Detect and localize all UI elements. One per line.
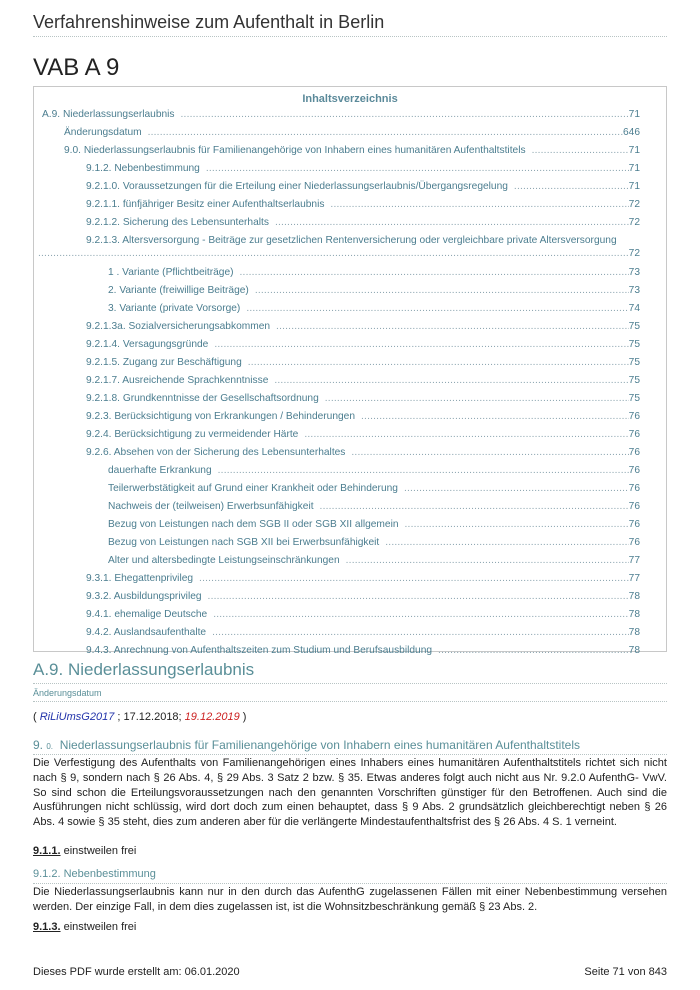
toc-entry[interactable] bbox=[86, 573, 640, 588]
toc-dot-leader bbox=[202, 591, 629, 602]
toc-entry-title: 9.2.3. Berücksichtigung von Erkrankungen / Behinderungen bbox=[86, 411, 356, 422]
toc-entry-page: 71 bbox=[628, 163, 640, 174]
toc-dot-leader bbox=[270, 321, 629, 332]
toc-dot-leader bbox=[508, 181, 629, 192]
toc-entry[interactable] bbox=[108, 483, 640, 498]
toc-entry-page: 78 bbox=[628, 627, 640, 638]
toc-entry-title: Alter und altersbedingte Leistungseinschränkungen bbox=[108, 555, 340, 566]
paragraph-divider bbox=[33, 754, 667, 755]
toc-entry[interactable] bbox=[86, 645, 640, 660]
section-divider bbox=[33, 701, 667, 702]
paragraph-heading-9-0: 9. 0. Niederlassungserlaubnis für Familienangehörige von Inhabern eines humanitären Aufenthaltstitels bbox=[33, 738, 581, 752]
toc-dot-leader bbox=[340, 555, 629, 566]
toc-entry-page: 73 bbox=[628, 285, 640, 296]
toc-entry-title: A.9. Niederlassungserlaubnis bbox=[42, 109, 175, 120]
toc-entry[interactable] bbox=[108, 555, 640, 570]
toc-entry-page: 73 bbox=[628, 267, 640, 278]
toc-dot-leader bbox=[240, 303, 628, 314]
toc-entry[interactable] bbox=[108, 267, 640, 282]
toc-entry-page: 76 bbox=[628, 411, 640, 422]
footer-created-date: Dieses PDF wurde erstellt am: 06.01.2020 bbox=[33, 966, 240, 978]
toc-entry-page: 76 bbox=[628, 429, 640, 440]
toc-entry[interactable] bbox=[108, 285, 640, 300]
toc-entry-page: 71 bbox=[628, 109, 640, 120]
toc-entry[interactable] bbox=[108, 303, 640, 318]
toc-entry-page: 77 bbox=[628, 555, 640, 566]
toc-entry-page: 72 bbox=[628, 248, 640, 259]
toc-dot-leader bbox=[234, 267, 629, 278]
toc-entry-page: 75 bbox=[628, 339, 640, 350]
footer-page-number: Seite 71 von 843 bbox=[584, 966, 667, 978]
toc-entry[interactable] bbox=[108, 519, 640, 534]
toc-entry-page: 75 bbox=[628, 357, 640, 368]
toc-entry[interactable] bbox=[86, 429, 640, 444]
toc-entry[interactable] bbox=[64, 127, 640, 142]
toc-entry-title: 9.4.2. Auslandsaufenthalte bbox=[86, 627, 207, 638]
toc-entry-title: 9.2.4. Berücksichtigung zu vermeidender Härte bbox=[86, 429, 299, 440]
toc-entry-page: 74 bbox=[628, 303, 640, 314]
toc-entry[interactable] bbox=[86, 393, 640, 408]
paragraph-body-9-0: Die Verfestigung des Aufenthalts von Familienangehörigen eines Inhabers eines humanitären Aufenthaltstitels richtet sich nicht nach § 9, sondern nach § 26 Abs. 4, § 29 Abs. 3 Satz 2 bzw. § 35. Etwas anderes folgt auch nicht aus Nr. 9.2.0 AufenthG- VwV. So sind schon die Erteilungsvoraussetzungen nach den genannten Vorschriften günstiger für den Betroffenen. Auch sind die Ausführungen nicht schlüssig, wird dort doch zum einen behauptet, dass § 9 Abs. 2 grundsätzlich gleichberechtigt neben § 26 Abs. 4 sowie § 35 steht, dies zum anderen aber für die verlängerte Mindestaufenthaltsfrist des § 26 Abs. 4 S. 1 verneint. bbox=[33, 757, 667, 829]
toc-entry-page: 76 bbox=[628, 537, 640, 548]
toc-entry-title: 9.2.1.1. fünfjähriger Besitz einer Aufenthaltserlaubnis bbox=[86, 199, 325, 210]
toc-entry-title: 9.1.2. Nebenbestimmung bbox=[86, 163, 200, 174]
toc-entry-page: 78 bbox=[628, 609, 640, 620]
toc-dot-leader bbox=[398, 483, 629, 494]
toc-dot-leader bbox=[200, 163, 629, 174]
toc-entry-title: 9.4.1. ehemalige Deutsche bbox=[86, 609, 208, 620]
toc-entry-title: Teilerwerbstätigkeit auf Grund einer Krankheit oder Behinderung bbox=[108, 483, 398, 494]
toc-entry-title: Nachweis der (teilweisen) Erwerbsunfähigkeit bbox=[108, 501, 314, 512]
change-link-rilium[interactable]: RiLiUmsG2017 bbox=[39, 711, 115, 723]
toc-entry-title: 9.2.1.7. Ausreichende Sprachkenntnisse bbox=[86, 375, 269, 386]
toc-entry-title: Bezug von Leistungen nach dem SGB II oder SGB XII allgemein bbox=[108, 519, 399, 530]
toc-heading: Inhaltsverzeichnis bbox=[302, 93, 398, 105]
toc-entry[interactable] bbox=[42, 109, 640, 124]
toc-dot-leader bbox=[242, 357, 629, 368]
toc-entry-page: 76 bbox=[628, 483, 640, 494]
toc-entry-title: 9.2.1.3. Altersversorgung - Beiträge zur gesetzlichen Rentenversicherung oder vergleichbare private Altersversorgung bbox=[86, 235, 617, 246]
toc-entry[interactable] bbox=[86, 447, 640, 462]
toc-entry[interactable] bbox=[86, 411, 640, 426]
toc-dot-leader bbox=[206, 627, 629, 638]
toc-dot-leader bbox=[526, 145, 629, 156]
toc-entry-title: 9.2.1.8. Grundkenntnisse der Gesellschaftsordnung bbox=[86, 393, 319, 404]
toc-entry[interactable] bbox=[86, 181, 640, 196]
toc-dot-leader bbox=[193, 573, 629, 584]
header-divider bbox=[33, 36, 667, 37]
toc-dot-leader bbox=[379, 537, 628, 548]
toc-entry-title: 9.2.1.2. Sicherung des Lebensunterhalts bbox=[86, 217, 269, 228]
toc-entry-page: 77 bbox=[628, 573, 640, 584]
toc-entry-title: Änderungsdatum bbox=[64, 127, 142, 138]
toc-entry-page: 75 bbox=[628, 375, 640, 386]
section-divider bbox=[33, 683, 667, 684]
toc-entry[interactable] bbox=[108, 465, 640, 480]
toc-entry-page: 75 bbox=[628, 321, 640, 332]
toc-entry-page: 76 bbox=[628, 447, 640, 458]
table-of-contents bbox=[33, 86, 667, 656]
page-header-title: Verfahrenshinweise zum Aufenthalt in Berlin bbox=[33, 12, 385, 32]
toc-entry-title: 2. Variante (freiwillige Beiträge) bbox=[108, 285, 249, 296]
toc-entry[interactable] bbox=[86, 609, 640, 624]
document-title: VAB A 9 bbox=[33, 54, 120, 81]
toc-entry-title: 9.2.1.5. Zugang zur Beschäftigung bbox=[86, 357, 242, 368]
toc-dot-leader bbox=[142, 127, 623, 138]
toc-dot-leader bbox=[345, 447, 628, 458]
toc-entry-page: 72 bbox=[628, 199, 640, 210]
toc-entry-title: dauerhafte Erkrankung bbox=[108, 465, 212, 476]
subsection-divider bbox=[33, 883, 667, 884]
toc-dot-leader bbox=[319, 393, 629, 404]
toc-entry-title: 9.2.1.0. Voraussetzungen für die Erteilung einer Niederlassungserlaubnis/Übergangsregelung bbox=[86, 181, 508, 192]
toc-entry[interactable] bbox=[86, 591, 640, 606]
toc-entry[interactable] bbox=[86, 217, 640, 232]
subsection-heading-9-1-2: 9.1.2. Nebenbestimmung bbox=[33, 868, 156, 880]
toc-dot-leader bbox=[212, 465, 629, 476]
toc-entry-title: 9.2.1.3a. Sozialversicherungsabkommen bbox=[86, 321, 271, 332]
toc-entry[interactable] bbox=[86, 321, 640, 336]
toc-dot-leader bbox=[207, 609, 628, 620]
toc-entry-title: 1 . Variante (Pflichtbeiträge) bbox=[108, 267, 234, 278]
toc-entry-title: 9.0. Niederlassungserlaubnis für Familienangehörige von Inhabern eines humanitären Aufenthaltstitels bbox=[64, 145, 526, 156]
toc-entry-title: Bezug von Leistungen nach SGB XII bei Erwerbsunfähigkeit bbox=[108, 537, 380, 548]
change-date-highlight: 19.12.2019 bbox=[184, 711, 240, 723]
toc-entry-page: 76 bbox=[628, 501, 640, 512]
toc-entry-page: 72 bbox=[628, 217, 640, 228]
toc-dot-leader bbox=[208, 339, 628, 350]
toc-dot-leader bbox=[298, 429, 628, 440]
toc-dot-leader bbox=[399, 519, 629, 530]
toc-dot-leader bbox=[38, 248, 629, 259]
toc-entry[interactable] bbox=[86, 339, 640, 354]
toc-entry[interactable] bbox=[108, 501, 640, 516]
toc-entry[interactable] bbox=[86, 235, 640, 267]
toc-entry-page: 646 bbox=[623, 127, 640, 138]
toc-entry-page: 78 bbox=[628, 645, 640, 656]
toc-entry-title: 9.4.3. Anrechnung von Aufenthaltszeiten zum Studium und Berufsausbildung bbox=[86, 645, 433, 656]
toc-entry[interactable] bbox=[86, 627, 640, 642]
toc-entry-title: 3. Variante (private Vorsorge) bbox=[108, 303, 241, 314]
toc-dot-leader bbox=[324, 199, 628, 210]
toc-dot-leader bbox=[432, 645, 629, 656]
toc-entry-title: 9.2.1.4. Versagungsgründe bbox=[86, 339, 209, 350]
toc-entry[interactable] bbox=[86, 199, 640, 214]
toc-entry[interactable] bbox=[86, 357, 640, 372]
section-title: A.9. Niederlassungserlaubnis bbox=[33, 660, 255, 679]
section-change-date-label: Änderungsdatum bbox=[33, 688, 102, 698]
toc-entry[interactable] bbox=[108, 537, 640, 552]
toc-entry-title: 9.3.2. Ausbildungsprivileg bbox=[86, 591, 202, 602]
toc-entry[interactable] bbox=[86, 375, 640, 390]
change-history: ( RiLiUmsG2017 ; 17.12.2018; 19.12.2019 ) bbox=[33, 711, 247, 723]
toc-dot-leader bbox=[249, 285, 629, 296]
toc-entry-page: 71 bbox=[628, 145, 640, 156]
toc-dot-leader bbox=[314, 501, 629, 512]
toc-entry-title: 9.3.1. Ehegattenprivileg bbox=[86, 573, 194, 584]
toc-entry[interactable] bbox=[86, 163, 640, 178]
toc-dot-leader bbox=[269, 217, 629, 228]
toc-entry-title: 9.2.6. Absehen von der Sicherung des Lebensunterhaltes bbox=[86, 447, 346, 458]
toc-dot-leader bbox=[355, 411, 629, 422]
toc-entry-page: 71 bbox=[628, 181, 640, 192]
toc-entry-page: 75 bbox=[628, 393, 640, 404]
toc-entry-page: 78 bbox=[628, 591, 640, 602]
toc-dot-leader bbox=[175, 109, 629, 120]
item-9-1-3: 9.1.3. einstweilen frei bbox=[33, 921, 137, 933]
toc-dot-leader bbox=[268, 375, 628, 386]
item-9-1-1: 9.1.1. einstweilen frei bbox=[33, 845, 137, 857]
toc-entry-page: 76 bbox=[628, 465, 640, 476]
subsection-body-9-1-2: Die Niederlassungserlaubnis kann nur in den durch das AufenthG zugelassenen Fällen mit einer Nebenbestimmung versehen werden. Der einzige Fall, in dem dies zugelassen ist, ist die Wohnsitzbeschränkung gemäß § 23 Abs. 2. bbox=[33, 886, 667, 913]
toc-entry-page: 76 bbox=[628, 519, 640, 530]
toc-entry[interactable] bbox=[64, 145, 640, 160]
